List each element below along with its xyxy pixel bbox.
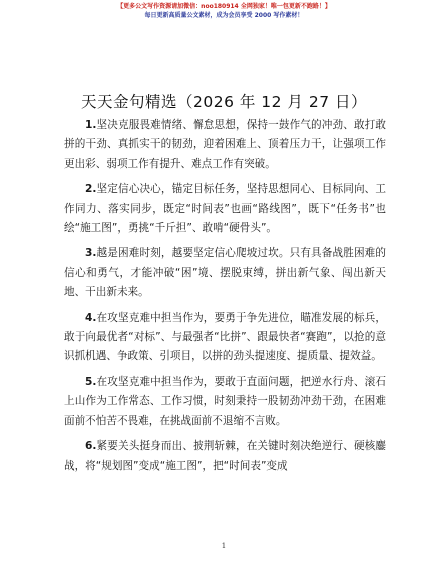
paragraph-5: 5.在攻坚克难中担当作为，要敢于直面问题，把逆水行舟、滚石上山作为工作常态、工作习惯，时刻秉持一股韧劲冲劲干劲，在困难面前不怕苦不畏难，在挑战面前不退缩不言败。 [64,375,386,427]
paragraph-6: 6.紧要关头挺身而出、披荆斩棘，在关键时刻决绝逆行、硬核鏖战，将“规划图”变成“施工图”，把“时间表”变成 [64,440,386,472]
banner-line-1: 【更多公文写作资源请加微信：noo180914 全网独家！唯一包更新不跑路！】 [117,3,331,10]
document-body [64,116,386,482]
banner-line-2: 每日更新高质量公文素材，成为会员享受 2000 写作素材！ [144,12,304,19]
document-title: 天天金句精选（2026 年 12 月 27 日） [80,93,368,111]
paragraph-4: 4.在攻坚克难中担当作为，要勇于争先进位，瞄准发展的标兵，敢于向最优者“对标”、与最强者“比拼”、跟最快者“赛跑”，以抢的意识抓机遇、争政策、引项目，以拼的劲头提速度、提质量、提效益。 [64,311,386,363]
paragraph-3: 3.越是困难时刻，越要坚定信心爬坡过坎。只有具备战胜困难的信心和勇气，才能冲破“困”境、摆脱束缚，拼出新气象、闯出新天地、干出新未来。 [64,247,386,299]
paragraph-2: 2.坚定信心决心，锚定目标任务，坚持思想同心、目标同向、工作同力、落实同步，既定“时间表”也画“路线图”，既下“任务书”也绘“施工图”，勇挑“千斤担”、敢啃“硬骨头”。 [64,183,386,235]
paragraph-1: 1.坚决克服畏难情绪、懈怠思想，保持一鼓作气的冲劲、敢打敢拼的干劲、真抓实干的韧劲，迎着困难上、顶着压力干，让强项工作更出彩、弱项工作有提升、难点工作有突破。 [64,119,386,170]
page-number: 1 [221,542,227,550]
header-banner [0,2,448,20]
